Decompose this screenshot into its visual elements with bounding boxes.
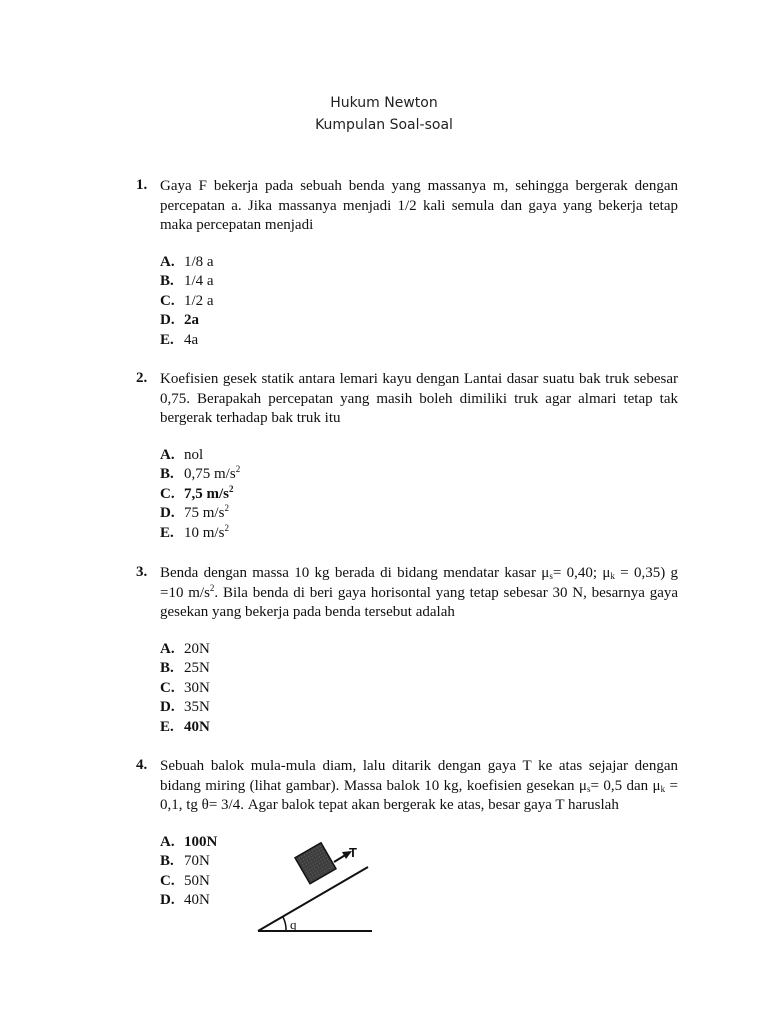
option-a: A. 20N [160, 640, 210, 657]
option-c-answer: C. 7,5 $m/s^2$ [160, 483, 234, 502]
option-b: B. 1/4 a [160, 273, 214, 289]
option-e: E. 4a [160, 331, 199, 348]
question-1 [136, 177, 678, 350]
question-text: Gaya F bekerja pada sebuah benda yang massanya m, sehingga bergerak dengan percepatan a. Jika massanya menjadi 1/2 kali semula dan gaya yang bekerja tetap maka percepatan menjadi [160, 178, 678, 233]
question-text: Benda dengan massa 10 kg berada di bidang mendatar kasar $\mu_s= 0,40$; $\mu_k = 0,35$) g =10 $m/s^2$. Bila benda di beri gaya horisontal yang tetap sebesar 30 N, besarnya gaya gesekan yang bekerja pada benda tersebut adalah [160, 565, 679, 620]
option-c: C. 1/2 a [160, 292, 214, 309]
option-d: D. 35N [160, 699, 210, 715]
option-c: C. 30N [160, 679, 210, 696]
force-label: T [349, 845, 357, 860]
option-list [160, 640, 678, 738]
option-d: D. 75 $m/s^2$ [160, 503, 229, 521]
angle-arc-icon [283, 917, 286, 931]
option-d-answer: D. 2a [160, 312, 199, 328]
option-a: A. nol [160, 446, 204, 463]
document-header [0, 92, 768, 136]
option-b: B. 25N [160, 660, 210, 676]
option-e-answer: E. 40N [160, 718, 210, 735]
block-icon [295, 843, 336, 884]
option-c: C. 50N [160, 872, 210, 889]
option-list [160, 446, 678, 544]
question-4 [136, 757, 678, 911]
document-title: Hukum Newton [330, 95, 438, 111]
question-number: 3. [136, 564, 148, 580]
option-d: D. 40N [160, 892, 210, 908]
question-2 [136, 370, 678, 543]
document-subtitle: Kumpulan Soal-soal [315, 117, 453, 133]
option-list [160, 833, 678, 911]
question-text: Sebuah balok mula-mula diam, lalu ditarik dengan gaya T ke atas sejajar dengan bidang miring (lihat gambar). Massa balok 10 kg, koefisien gesekan $\mu_s= 0,5$ dan $\mu_k = 0,1$, tg θ= 3/4. Agar balok tepat akan bergerak ke atas, besar gaya T haruslah [160, 758, 678, 813]
inclined-plane-diagram [254, 840, 376, 938]
option-e: E. 10 $m/s^2$ [160, 522, 229, 541]
question-number: 4. [136, 757, 148, 773]
question-number: 2. [136, 370, 148, 386]
option-a: A. 1/8 a [160, 253, 214, 270]
option-b: B. 70N [160, 853, 210, 869]
option-list [160, 253, 678, 351]
angle-label: q [290, 917, 297, 932]
question-text: Koefisien gesek statik antara lemari kayu dengan Lantai dasar suatu bak truk sebesar 0,75. Berapakah percepatan yang masih boleh dimiliki truk agar almari tetap tak bergerak terhadap bak truk itu [160, 371, 678, 426]
question-3 [136, 564, 678, 737]
option-b: B. 0,75 $m/s^2$ [160, 464, 241, 482]
question-number: 1. [136, 177, 148, 193]
option-a-answer: A. 100N [160, 833, 218, 850]
